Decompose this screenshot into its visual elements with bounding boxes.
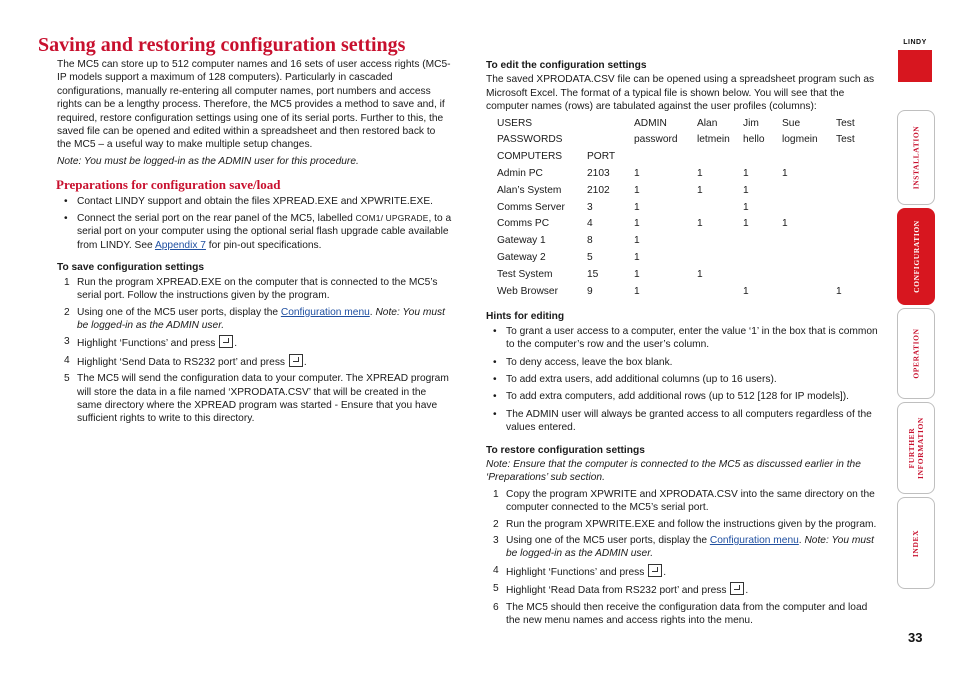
table-cell: 1 xyxy=(697,168,703,180)
save-steps xyxy=(57,276,452,426)
table-cell: Web Browser xyxy=(497,285,558,297)
table-row xyxy=(497,117,876,134)
table-cell xyxy=(743,251,782,268)
enter-key-icon xyxy=(289,354,303,367)
list-item: 5 Highlight ‘Read Data from RS232 port’ and press . xyxy=(493,583,749,597)
table-cell: PASSWORDS xyxy=(497,134,563,146)
table-cell: 1 xyxy=(634,201,640,213)
table-cell: 8 xyxy=(587,235,593,247)
table-cell: 1 xyxy=(634,252,640,263)
table-cell: logmein xyxy=(782,134,818,146)
table-cell: 2103 xyxy=(587,168,610,180)
table-row xyxy=(497,184,876,201)
table-cell: letmein xyxy=(697,134,730,146)
table-cell xyxy=(782,201,836,218)
table-cell: 1 xyxy=(697,218,703,230)
table-row xyxy=(497,133,876,150)
table-cell: 9 xyxy=(587,285,593,297)
enter-key-icon xyxy=(730,582,744,595)
port-label: COM1/ UPGRADE xyxy=(355,213,429,224)
table-cell: Gateway 1 xyxy=(497,235,546,247)
list-item: 3 Using one of the MC5 user ports, display the Configuration menu. Note: You must be logged-in as the ADMIN user. xyxy=(493,535,874,560)
table-cell xyxy=(587,133,634,150)
table-cell: 1 xyxy=(782,218,788,230)
tab-further-information[interactable]: FURTHER INFORMATION xyxy=(897,402,935,494)
table-cell xyxy=(587,117,634,134)
hints-list xyxy=(486,325,878,435)
table-cell: Gateway 2 xyxy=(497,252,546,263)
table-cell: COMPUTERS xyxy=(497,151,563,163)
enter-key-icon xyxy=(648,564,662,577)
table-cell: Sue xyxy=(782,117,801,129)
table-cell: 2102 xyxy=(587,184,610,196)
table-cell: 1 xyxy=(697,184,703,196)
table-row xyxy=(497,167,876,184)
table-cell xyxy=(697,251,743,268)
table-cell xyxy=(697,285,743,302)
table-row xyxy=(497,217,876,234)
list-item: 3 Highlight ‘Functions’ and press . xyxy=(64,336,238,350)
table-cell xyxy=(634,150,697,167)
list-item: • To add extra computers, add additional rows (up to 512 [128 for IP models]). xyxy=(486,390,878,403)
edit-intro: The saved XPRODATA.CSV file can be opened using a spreadsheet program such as Microsoft Excel. The format of a typical file is shown below. You will see that the computer names (rows) are tabulated against the user profiles (columns): xyxy=(486,74,875,113)
left-column xyxy=(57,58,452,429)
table-cell: 5 xyxy=(587,252,593,263)
list-item: • To deny access, leave the box blank. xyxy=(486,356,878,369)
table-cell xyxy=(697,150,743,167)
table-cell xyxy=(697,234,743,251)
tab-operation[interactable]: OPERATION xyxy=(897,308,935,399)
list-item: • Connect the serial port on the rear panel of the MC5, labelled COM1/ UPGRADE, to a serial port on your computer using the optional serial flash upgrade cable available from LINDY. See Appendix 7 for pin-out specifications. xyxy=(57,212,452,252)
list-item: • Contact LINDY support and obtain the files XPREAD.EXE and XPWRITE.EXE. xyxy=(57,195,452,208)
table-cell: 1 xyxy=(836,285,842,297)
table-row xyxy=(497,234,876,251)
table-cell: Test xyxy=(836,134,855,146)
table-cell: 1 xyxy=(743,285,749,297)
list-item: • To add extra users, add additional columns (up to 16 users). xyxy=(486,373,878,386)
list-item: 4 Highlight ‘Functions’ and press . xyxy=(493,564,667,578)
table-cell: 1 xyxy=(743,201,749,213)
enter-key-icon xyxy=(219,335,233,348)
table-cell: Test System xyxy=(497,268,553,280)
logo-text: LINDY xyxy=(903,39,927,46)
table-cell: ADMIN xyxy=(634,117,667,129)
configuration-menu-link[interactable]: Configuration menu xyxy=(709,535,799,547)
table-cell: Test xyxy=(836,117,855,129)
table-cell xyxy=(782,184,836,201)
table-cell xyxy=(836,251,876,268)
table-cell xyxy=(782,234,836,251)
restore-note: Note: Ensure that the computer is connected to the MC5 as discussed earlier in the ‘Preparations’ sub section. xyxy=(486,459,861,484)
list-item: 4 Highlight ‘Send Data to RS232 port’ and press . xyxy=(64,354,307,368)
table-row xyxy=(497,268,876,285)
edit-heading: To edit the configuration settings xyxy=(486,60,647,71)
table-cell xyxy=(697,201,743,218)
table-cell: 4 xyxy=(587,218,593,230)
save-heading: To save configuration settings xyxy=(57,262,204,274)
table-cell xyxy=(836,234,876,251)
right-column xyxy=(486,58,878,631)
table-cell: 1 xyxy=(634,218,640,230)
table-cell xyxy=(836,268,876,285)
table-cell: 1 xyxy=(782,168,788,180)
table-cell xyxy=(836,150,876,167)
logo-block xyxy=(898,50,932,82)
table-cell: 1 xyxy=(743,184,749,196)
table-cell xyxy=(836,184,876,201)
table-cell xyxy=(836,217,876,234)
table-cell: 1 xyxy=(634,184,640,196)
table-cell xyxy=(743,234,782,251)
restore-steps xyxy=(486,488,878,628)
list-item: 5 The MC5 will send the configuration data to your computer. The XPREAD program will store the data in a file named ‘XPRODATA.CSV’ that will be created in the same directory where the XPREAD program was started - Ensure that you have sufficient rights to write to this directory. xyxy=(64,373,449,425)
config-table xyxy=(497,117,876,302)
list-item: 2 Run the program XPWRITE.EXE and follow the instructions given by the program. xyxy=(493,518,877,530)
table-cell: 1 xyxy=(743,168,749,180)
table-cell xyxy=(743,150,782,167)
table-cell: PORT xyxy=(587,151,616,163)
table-row xyxy=(497,201,876,218)
list-item: 6 The MC5 should then receive the configuration data from the computer and load the new menu names and access rights into the menu. xyxy=(493,601,868,627)
page-title: Saving and restoring configuration settings xyxy=(38,34,406,56)
table-cell: hello xyxy=(743,134,765,146)
list-item: 1 Run the program XPREAD.EXE on the computer that is connected to the MC5’s serial port. Follow the instructions given by the program. xyxy=(64,276,438,302)
tab-index[interactable]: INDEX xyxy=(897,497,935,589)
table-cell xyxy=(782,150,836,167)
table-cell xyxy=(782,285,836,302)
table-cell xyxy=(836,167,876,184)
list-item: • The ADMIN user will always be granted access to all computers regardless of the values entered. xyxy=(486,408,878,435)
table-row xyxy=(497,150,876,167)
table-cell: Alan’s System xyxy=(497,184,562,196)
page-number: 33 xyxy=(908,630,923,645)
table-cell: 1 xyxy=(743,218,749,230)
list-item: 1 Copy the program XPWRITE and XPRODATA.CSV into the same directory on the computer connected to the MC5’s serial port. xyxy=(493,488,875,514)
prep-list xyxy=(57,195,452,253)
table-cell: 3 xyxy=(587,201,593,213)
prep-heading: Preparations for configuration save/load xyxy=(56,177,281,193)
table-cell: Comms PC xyxy=(497,218,550,230)
appendix-7-link[interactable]: Appendix 7 xyxy=(154,239,206,251)
hints-heading: Hints for editing xyxy=(486,311,565,323)
table-cell: 1 xyxy=(697,268,703,280)
table-cell: 1 xyxy=(634,168,640,180)
table-cell: Alan xyxy=(697,117,718,129)
restore-heading: To restore configuration settings xyxy=(486,444,645,456)
tab-installation[interactable]: INSTALLATION xyxy=(897,110,935,205)
table-cell: password xyxy=(634,134,678,146)
table-cell: 1 xyxy=(634,268,640,280)
table-row xyxy=(497,285,876,302)
intro-paragraph: The MC5 can store up to 512 computer names and 16 sets of user access rights (MC5-IP models support a maximum of 128 computers). Particularly in cascaded configurations, manually re-entering all computer names, port numbers and access rights can be a lengthy process. Therefore, the MC5 provides a method to save and, if required, restore configuration settings using one of its serial ports. Further to this, the saved file can be opened and edited within a spreadsheet and then restored back to the MC5 – a useful way to make multiple setup changes. xyxy=(57,59,451,151)
table-cell: Admin PC xyxy=(497,168,543,180)
table-cell: Jim xyxy=(743,117,759,129)
table-cell xyxy=(782,268,836,285)
table-cell xyxy=(782,251,836,268)
table-cell: USERS xyxy=(497,117,533,129)
table-cell: Comms Server xyxy=(497,201,565,213)
table-cell xyxy=(743,268,782,285)
table-cell: 15 xyxy=(587,268,599,280)
lindy-logo xyxy=(898,38,932,82)
table-cell xyxy=(836,201,876,218)
admin-note: Note: You must be logged-in as the ADMIN user for this procedure. xyxy=(57,155,359,167)
list-item: • To grant a user access to a computer, enter the value ‘1’ in the box that is common to the computer’s row and the user’s column. xyxy=(486,325,878,352)
table-cell: 1 xyxy=(634,285,640,297)
table-cell: 1 xyxy=(634,235,640,247)
table-row xyxy=(497,251,876,268)
tab-configuration[interactable]: CONFIGURATION xyxy=(897,208,935,305)
list-item: 2 Using one of the MC5 user ports, display the Configuration menu. Note: You must be logged-in as the ADMIN user. xyxy=(64,306,445,331)
configuration-menu-link[interactable]: Configuration menu xyxy=(280,306,370,318)
